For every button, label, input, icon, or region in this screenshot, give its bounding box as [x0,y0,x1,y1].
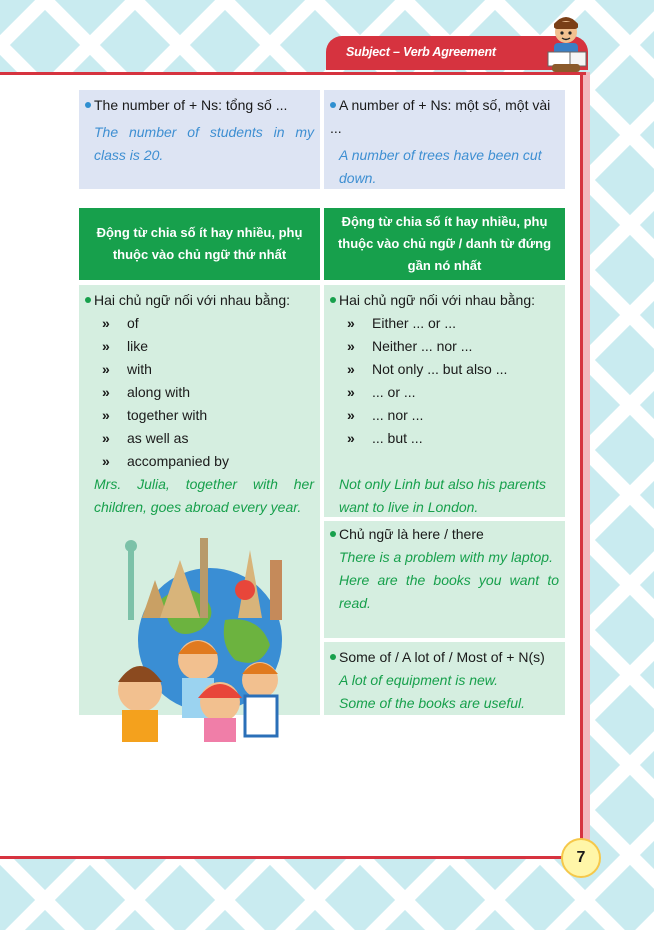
right-rule-box [324,285,565,517]
top-border [0,72,586,75]
right-connector-list [330,312,559,450]
rule-number-of-box [79,90,320,189]
some-of-rule [330,646,559,669]
page-edge [583,72,590,859]
right-connector-item-text: ... but ... [372,430,423,446]
rule-text: A number of + Ns: một số, một vài ... [330,97,551,136]
right-connector-item [330,312,559,335]
left-connector-item [85,450,314,473]
bullet-icon [330,297,336,303]
left-connector-list [85,312,314,473]
right-connector-item [330,427,559,450]
right-connector-item-text: Neither ... nor ... [372,338,473,354]
left-connector-item [85,358,314,381]
left-connector-item-text: with [127,361,152,377]
bullet-icon [85,102,91,108]
left-connector-item [85,335,314,358]
right-intro [330,289,559,312]
left-connector-item-text: of [127,315,139,331]
left-connector-item [85,312,314,335]
left-connector-item [85,427,314,450]
right-border [580,72,583,859]
rule-text: Chủ ngữ là here / there [339,526,484,542]
arrow-bullet-icon: » [102,384,110,400]
right-connector-item [330,358,559,381]
arrow-bullet-icon: » [347,361,355,377]
rule-text: The number of + Ns: tổng số ... [94,97,288,113]
left-example: Mrs. Julia, together with her children, goes abroad every year. [94,476,314,515]
reading-boy-icon [540,16,592,76]
intro-text: Hai chủ ngữ nối với nhau bằng: [94,292,291,308]
arrow-bullet-icon: » [102,430,110,446]
left-connector-item [85,404,314,427]
left-connector-item-text: as well as [127,430,189,446]
right-connector-item-text: ... or ... [372,384,416,400]
rule-number-of [85,94,314,117]
here-there-example-2: Here are the books you want to read. [339,572,559,611]
arrow-bullet-icon: » [102,361,110,377]
page-number: 7 [561,838,601,878]
some-of-example-2: Some of the books are useful. [339,695,525,711]
rule-text: Some of / A lot of / Most of + N(s) [339,649,545,665]
left-connector-item-text: together with [127,407,208,423]
left-connector-item-text: accompanied by [127,453,229,469]
bullet-icon [85,297,91,303]
left-connector-item-text: along with [127,384,191,400]
arrow-bullet-icon: » [347,407,355,423]
example-number-of: The number of students in my class is 20. [94,124,314,163]
rule-a-number-of [330,94,559,140]
right-connector-item [330,335,559,358]
left-column-header: Động từ chia số ít hay nhiều, phụ thuộc vào chủ ngữ thứ nhất [79,208,320,280]
left-connector-item-text: like [127,338,149,354]
arrow-bullet-icon: » [102,453,110,469]
bottom-border [0,856,586,859]
here-there-rule [330,523,559,546]
arrow-bullet-icon: » [347,338,355,354]
left-connector-item [85,381,314,404]
some-of-example-1: A lot of equipment is new. [339,672,499,688]
arrow-bullet-icon: » [347,384,355,400]
arrow-bullet-icon: » [102,315,110,331]
here-there-box [324,521,565,638]
bullet-icon [330,654,336,660]
here-there-example-1: There is a problem with my laptop. [339,549,553,565]
right-connector-item-text: Either ... or ... [372,315,457,331]
arrow-bullet-icon: » [102,338,110,354]
bullet-icon [330,102,336,108]
right-connector-item-text: ... nor ... [372,407,424,423]
example-a-number-of: A number of trees have been cut down. [339,147,542,186]
right-connector-item-text: Not only ... but also ... [372,361,508,377]
right-column-header: Động từ chia số ít hay nhiều, phụ thuộc vào chủ ngữ / danh từ đứng gần nó nhất [324,208,565,280]
intro-text: Hai chủ ngữ nối với nhau bằng: [339,292,536,308]
rule-a-number-of-box [324,90,565,189]
kids-world-travel-illustration [100,520,300,742]
arrow-bullet-icon: » [347,315,355,331]
right-connector-item [330,404,559,427]
arrow-bullet-icon: » [347,430,355,446]
arrow-bullet-icon: » [102,407,110,423]
header-title: Subject – Verb Agreement [346,45,496,59]
some-of-box [324,642,565,715]
right-example: Not only Linh but also his parents want to live in London. [339,476,547,515]
right-connector-item [330,381,559,404]
left-intro [85,289,314,312]
bullet-icon [330,531,336,537]
